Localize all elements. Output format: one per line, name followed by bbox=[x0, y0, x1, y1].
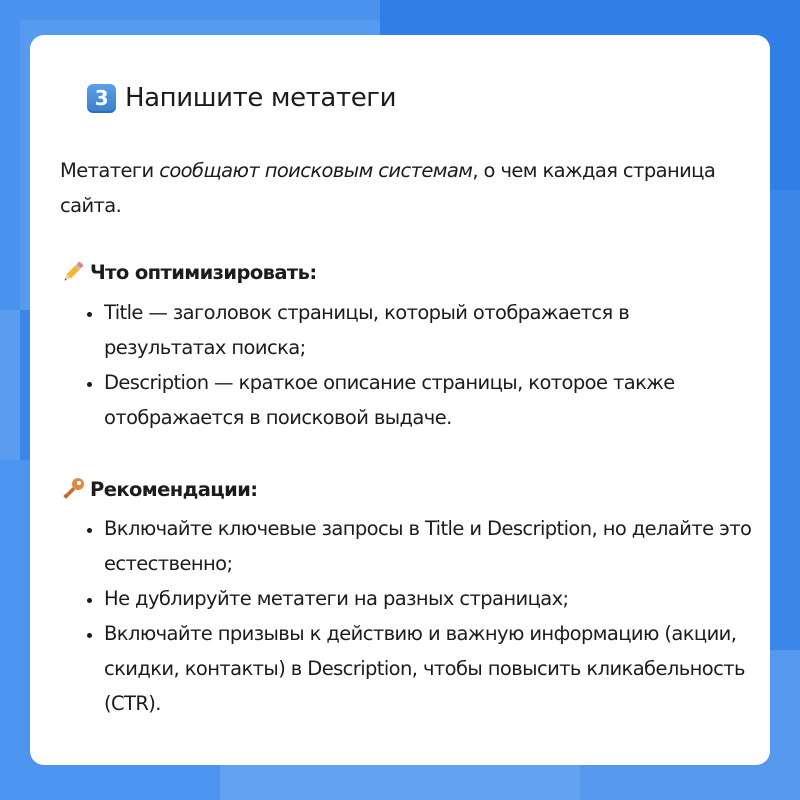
content-card bbox=[30, 35, 770, 765]
list-item: • Включайте призывы к действию и важную информацию (акции, скидки, контакты) в Description, чтобы повысить кликабельность (CTR). bbox=[104, 616, 754, 721]
background-block bbox=[0, 310, 20, 460]
keycap-three-icon: 3 bbox=[87, 84, 116, 113]
list-item: • Description — краткое описание страницы, которое также отображается в поисковой выдаче. bbox=[104, 365, 754, 435]
page-title bbox=[87, 83, 396, 113]
list-item: • Включайте ключевые запросы в Title и Description, но делайте это естественно; bbox=[104, 511, 754, 581]
recommendations-list bbox=[78, 511, 754, 721]
optimize-list bbox=[78, 295, 754, 435]
section-recommendations-label: Рекомендации: bbox=[90, 477, 258, 501]
section-recommendations-title bbox=[60, 476, 257, 502]
section-optimize-title bbox=[60, 259, 317, 285]
page-title-text: Напишите метатеги bbox=[125, 83, 397, 113]
list-item: • Не дублируйте метатеги на разных страницах; bbox=[104, 581, 754, 616]
intro-paragraph bbox=[60, 153, 740, 223]
key-icon bbox=[60, 476, 86, 502]
intro-emphasis: сообщают поисковым системам bbox=[159, 159, 473, 182]
intro-text: Метатеги bbox=[60, 159, 160, 182]
section-optimize-label: Что оптимизировать: bbox=[90, 260, 317, 284]
intro-text-end: , о чем каждая страница сайта. bbox=[60, 159, 716, 217]
list-item: • Title — заголовок страницы, который отображается в результатах поиска; bbox=[104, 295, 754, 365]
pencil-icon bbox=[60, 259, 86, 285]
